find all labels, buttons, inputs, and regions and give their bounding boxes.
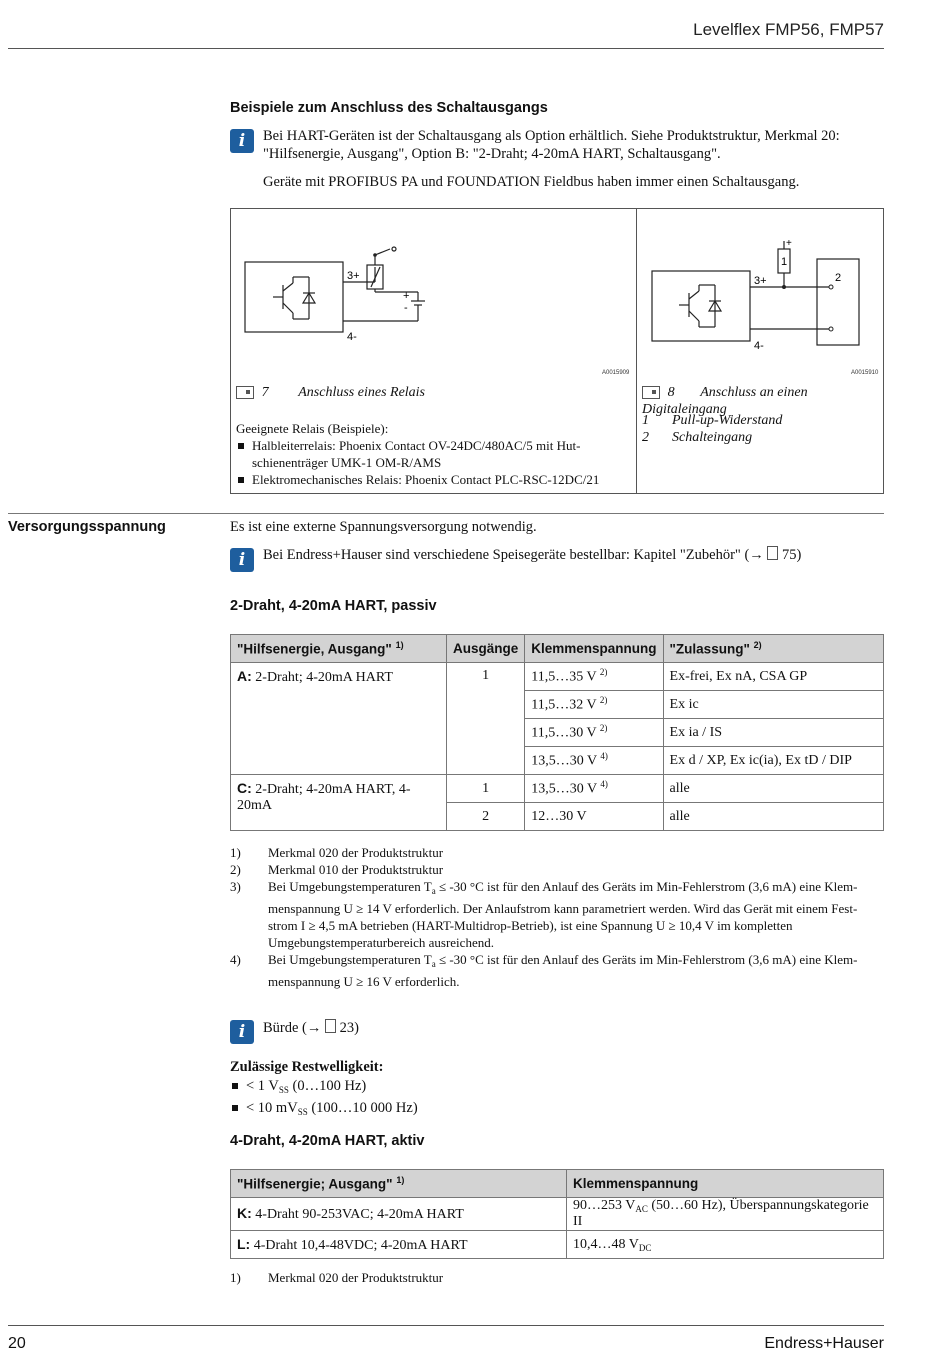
- table-cell: 10,4…48 $V_{DC}$: [567, 1231, 884, 1259]
- footnote: 1) Merkmal 020 der Produktstruktur: [230, 845, 444, 860]
- table-cell: 13,5…30 V $^{4)}$: [525, 775, 663, 803]
- table-cell: 13,5…30 V $^{4)}$: [525, 747, 663, 775]
- list-item-line: Elektromechanisches Relais: Phoenix Contact PLC-RSC-12DC/21: [252, 472, 600, 487]
- table-cell: L: 4-Draht 10,4-48VDC; 4-20mA HART: [231, 1231, 567, 1259]
- page-number-link[interactable]: 75): [782, 547, 802, 563]
- figure-number: 7: [261, 385, 269, 400]
- burden-text: Bürde (→: [263, 1020, 322, 1036]
- table-header-row: [231, 635, 884, 663]
- note-line: "Hilfsenergie, Ausgang", Option B: "2-Draht; 4-20mA HART, Schaltausgang".: [263, 146, 721, 162]
- header-rule: [8, 48, 884, 49]
- terminal-plus-label: 3+: [347, 270, 360, 282]
- table-cell: 11,5…32 V $^{2)}$: [525, 691, 663, 719]
- figure-icon: [236, 386, 254, 399]
- figure-caption-left: [236, 384, 425, 401]
- table-header: Ausgänge: [447, 635, 525, 663]
- figure-code: A0015910: [851, 370, 879, 376]
- table-header: "Hilfsenergie, Ausgang" $^{1)}$: [231, 635, 447, 663]
- note-text: Bei Endress+Hauser sind verschiedene Speisegeräte bestellbar: Kapitel "Zubehör" (→: [263, 547, 764, 563]
- input-label: 2: [835, 272, 842, 284]
- table-header-row: [231, 1170, 884, 1198]
- table-cell: Ex ia / IS: [663, 719, 883, 747]
- table-cell: 2: [447, 803, 525, 831]
- table-row: [231, 1198, 884, 1231]
- footnotes: [230, 844, 884, 990]
- info-icon: i: [230, 129, 254, 153]
- footnote: 4) Bei Umgebungstemperaturen $T_a \le -30$ °C ist für den Anlauf des Geräts im Min-Fehlerstrom (3,6 mA) eine Klem- menspannung U ≥ 16 V erforderlich.: [230, 952, 858, 989]
- info-note: [263, 546, 801, 564]
- battery-plus-label: +: [403, 290, 410, 302]
- list-item: [236, 471, 631, 488]
- page-reference-icon: [767, 546, 778, 560]
- legend-text: Pull-up-Widerstand: [672, 413, 783, 428]
- active-supply-table: [230, 1169, 884, 1259]
- digital-input-diagram: [647, 231, 877, 351]
- legend-number: 1: [642, 413, 649, 428]
- document-title: Levelflex FMP56, FMP57: [693, 20, 884, 39]
- terminal-plus-label: 3+: [754, 275, 767, 287]
- note-line: Bei HART-Geräten ist der Schaltausgang als Option erhältlich. Siehe Produktstruktur, Merkmal 20:: [263, 128, 840, 144]
- terminal-minus-label: 4-: [754, 340, 764, 351]
- battery-minus-label: -: [404, 302, 408, 314]
- figure-divider: [636, 209, 637, 493]
- side-heading: Versorgungsspannung: [8, 519, 166, 535]
- passive-supply-table: [230, 634, 884, 831]
- table-cell: A: 2-Draht; 4-20mA HART: [231, 663, 447, 775]
- table-header: Klemmenspannung: [567, 1170, 884, 1198]
- table-header: Klemmenspannung: [525, 635, 663, 663]
- list-item: [236, 437, 631, 471]
- table-cell: Ex-frei, Ex nA, CSA GP: [663, 663, 883, 691]
- legend-text: Schalteingang: [672, 430, 753, 445]
- relay-list-title: Geeignete Relais (Beispiele):: [236, 421, 389, 436]
- table-header: "Hilfsenergie; Ausgang" $^{1)}$: [231, 1170, 567, 1198]
- footnote: 1) Merkmal 020 der Produktstruktur: [230, 1270, 444, 1285]
- ripple-list: [230, 1077, 418, 1121]
- note-line: Geräte mit PROFIBUS PA und FOUNDATION Fieldbus haben immer einen Schaltausgang.: [263, 174, 800, 190]
- pullup-plus-label: +: [786, 238, 792, 249]
- subheading: 4-Draht, 4-20mA HART, aktiv: [230, 1133, 425, 1149]
- figure-box: [230, 208, 884, 494]
- list-item: < 1 $V_{SS}$ (0…100 Hz): [230, 1077, 418, 1099]
- brand-name: Endress+Hauser: [764, 1335, 884, 1352]
- subheading: 2-Draht, 4-20mA HART, passiv: [230, 598, 437, 614]
- table-cell: Ex d / XP, Ex ic(ia), Ex tD / DIP: [663, 747, 883, 775]
- figure-caption-text: Anschluss an einen Digitaleingang: [642, 385, 808, 417]
- page-reference-icon: [325, 1019, 336, 1033]
- list-item-line: schienenträger UMK-1 OM-R/AMS: [252, 455, 442, 470]
- footnote: 3) Bei Umgebungstemperaturen $T_a \le -30$ °C ist für den Anlauf des Geräts im Min-Fehlerstrom (3,6 mA) eine Klem- menspannung U ≥ 14 V erforderlich. Der Anlaufstrom kann parametriert werden. Wird das Gerät mit einem Fest- strom I ≥ 4,5 mA betrieben (HART-Multidrop-Betrieb), ist eine Spannung U ≥ 10,4 V im kompletten Umgebungstemperaturbereich ausreichend.: [230, 879, 858, 950]
- info-note: [263, 127, 883, 191]
- section-rule: [8, 513, 884, 514]
- table-cell: Ex ic: [663, 691, 883, 719]
- figure-caption-text: Anschluss eines Relais: [298, 385, 426, 400]
- table-cell: alle: [663, 803, 883, 831]
- legend-number: 2: [642, 430, 649, 445]
- legend-item: [642, 429, 782, 446]
- terminal-minus-label: 4-: [347, 331, 357, 343]
- table-row: [231, 663, 884, 691]
- figure-icon: [642, 386, 660, 399]
- table-header: "Zulassung" $^{2)}$: [663, 635, 883, 663]
- figure-number: 8: [667, 385, 675, 400]
- table-cell: 11,5…35 V $^{2)}$: [525, 663, 663, 691]
- info-icon: i: [230, 1020, 254, 1044]
- table-cell: 11,5…30 V $^{2)}$: [525, 719, 663, 747]
- page-number-link[interactable]: 23): [339, 1020, 359, 1036]
- intro-text: Es ist eine externe Spannungsversorgung notwendig.: [230, 519, 537, 535]
- figure-legend: [642, 412, 782, 446]
- ripple-heading: Zulässige Restwelligkeit:: [230, 1059, 384, 1075]
- table-row: [231, 1231, 884, 1259]
- table-cell: alle: [663, 775, 883, 803]
- legend-item: [642, 412, 782, 429]
- info-icon: i: [230, 548, 254, 572]
- relay-diagram: [241, 237, 441, 347]
- table-cell: 90…253 $V_{AC}$ (50…60 Hz), Überspannungskategorie II: [567, 1198, 884, 1231]
- table-row: [231, 775, 884, 803]
- resistor-label: 1: [781, 256, 788, 268]
- page-number: 20: [8, 1335, 26, 1352]
- footer-rule: [8, 1325, 884, 1326]
- table-cell: K: 4-Draht 90-253VAC; 4-20mA HART: [231, 1198, 567, 1231]
- table-cell: 1: [447, 663, 525, 775]
- list-item-line: Halbleiterrelais: Phoenix Contact OV-24DC/480AC/5 mit Hut-: [252, 438, 581, 453]
- table-cell: C: 2-Draht; 4-20mA HART, 4-20mA: [231, 775, 447, 831]
- footnote: 2) Merkmal 010 der Produktstruktur: [230, 862, 444, 877]
- table-cell: 1: [447, 775, 525, 803]
- table-cell: 12…30 V: [525, 803, 663, 831]
- burden-note: [263, 1019, 359, 1037]
- section-heading: Beispiele zum Anschluss des Schaltausgangs: [230, 100, 548, 116]
- list-item: < 10 $mV_{SS}$ (100…10 000 Hz): [230, 1099, 418, 1121]
- figure-code: A0015909: [602, 370, 630, 376]
- relay-list: [236, 420, 631, 488]
